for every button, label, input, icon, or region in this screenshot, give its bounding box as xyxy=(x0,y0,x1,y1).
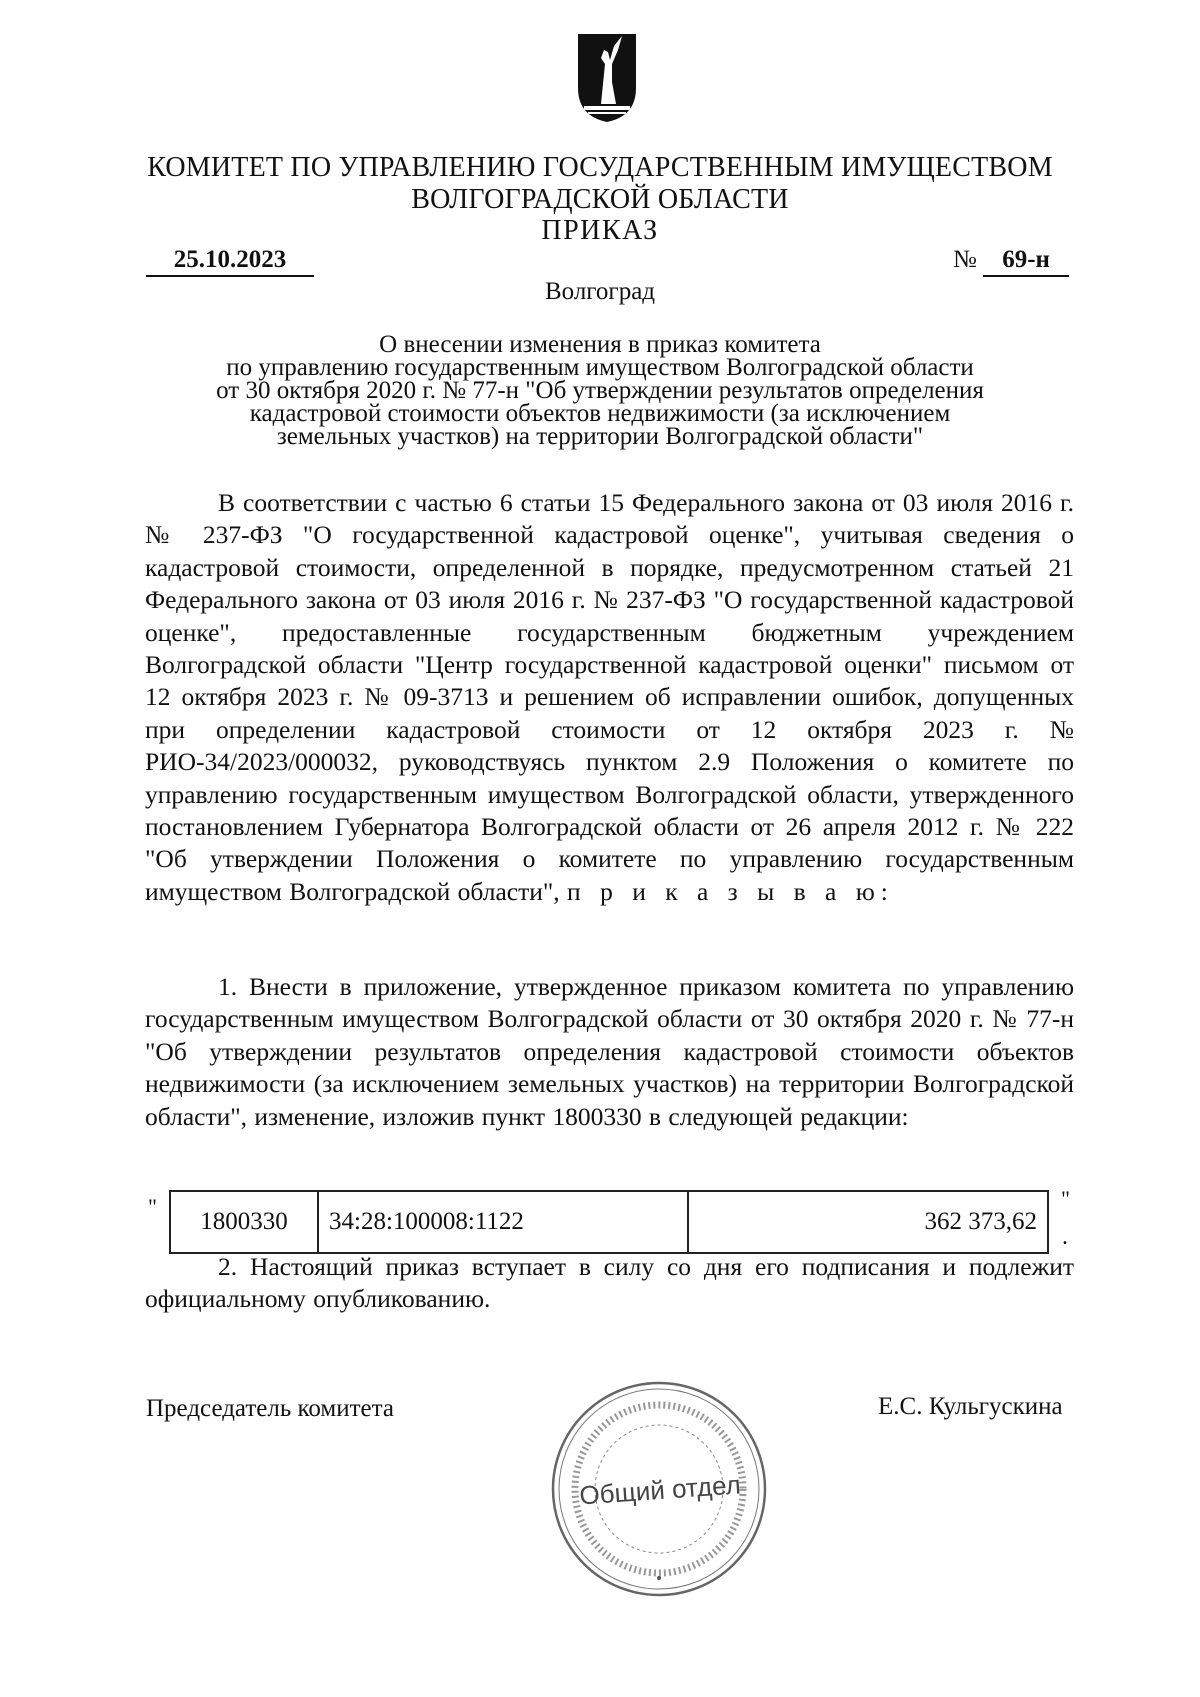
subject-line: кадастровой стоимости объектов недвижимости (за исключением xyxy=(249,400,951,427)
cadastral-value-cell: 362 373,62 xyxy=(688,1191,1048,1253)
order-number: 69-н xyxy=(983,245,1069,277)
item-2-paragraph: 2. Настоящий приказ вступает в силу со дня его подписания и подлежит официальному опубликованию. xyxy=(145,1252,1074,1314)
cadastral-number-cell: 34:28:100008:1122 xyxy=(318,1191,688,1253)
document-type: ПРИКАЗ xyxy=(541,215,659,246)
amendment-table xyxy=(169,1190,1049,1254)
committee-name-line2: ВОЛГОГРАДСКОЙ ОБЛАСТИ xyxy=(411,184,789,215)
round-stamp-seal xyxy=(548,1378,770,1600)
item-1-paragraph: 1. Внести в приложение, утвержденное приказом комитета по управлению государственным имуществом Волгоградской области от 30 октября 2020 г. № 77-н "Об утверждении результатов определения кадастровой стоимости объектов недвижимости (за исключением земельных участков) на территории Волгоградской области", изменение, изложив пункт 1800330 в следующей редакции: xyxy=(145,972,1074,1131)
table-open-quote: " xyxy=(148,1194,157,1219)
stamp-text: Общий отдел xyxy=(578,1469,742,1511)
signatory-name: Е.С. Кульгускина xyxy=(878,1393,1063,1420)
subject-line: земельных участков) на территории Волгоградской области" xyxy=(276,423,924,450)
table-end-period: . xyxy=(1062,1224,1068,1250)
order-word: п р и к а з ы в а ю: xyxy=(567,876,894,906)
order-number-block xyxy=(953,245,1069,277)
item-number-cell: 1800330 xyxy=(170,1191,318,1253)
table-close-quote: " xyxy=(1061,1186,1070,1211)
subject-line: от 30 октября 2020 г. № 77-н "Об утверждении результатов определения xyxy=(216,377,984,404)
preamble-text: В соответствии с частью 6 статьи 15 Федерального закона от 03 июля 2016 г. № 237-ФЗ "О государственной кадастровой оценке", учитывая сведения о кадастровой стоимости, определенной в порядке, предусмотренном статьей 21 Федерального закона от 03 июля 2016 г. № 237-ФЗ "О государственной кадастровой оценке", предоставленные государственным бюджетным учреждением Волгоградской области "Центр государственной кадастровой оценки" письмом от 12 октября 2023 г. № 09-3713 и решением об исправлении ошибок, допущенных при определении кадастровой стоимости от 12 октября 2023 г. № РИО-34/2023/000032, руководствуясь пунктом 2.9 Положения о комитете по управлению государственным имуществом Волгоградской области, утвержденного постановлением Губернатора Волгоградской области от 26 апреля 2012 г. № 222 "Об утверждении Положения о комитете по управлению государственным имуществом Волгоградской области", xyxy=(145,488,1074,906)
order-date: 25.10.2023 xyxy=(146,245,314,277)
volgograd-coat-of-arms-icon xyxy=(574,30,640,124)
signatory-role: Председатель комитета xyxy=(146,1395,394,1422)
order-subject xyxy=(140,333,1060,448)
city: Волгоград xyxy=(544,278,656,305)
table-row xyxy=(170,1191,1048,1253)
subject-line: по управлению государственным имуществом Волгоградской области xyxy=(226,354,974,381)
preamble-paragraph xyxy=(145,487,1074,908)
number-sign: № xyxy=(953,246,977,273)
subject-line: О внесении изменения в приказ комитета xyxy=(379,331,821,358)
committee-name-line1: КОМИТЕТ ПО УПРАВЛЕНИЮ ГОСУДАРСТВЕННЫМ ИМУЩЕСТВОМ xyxy=(147,152,1053,183)
